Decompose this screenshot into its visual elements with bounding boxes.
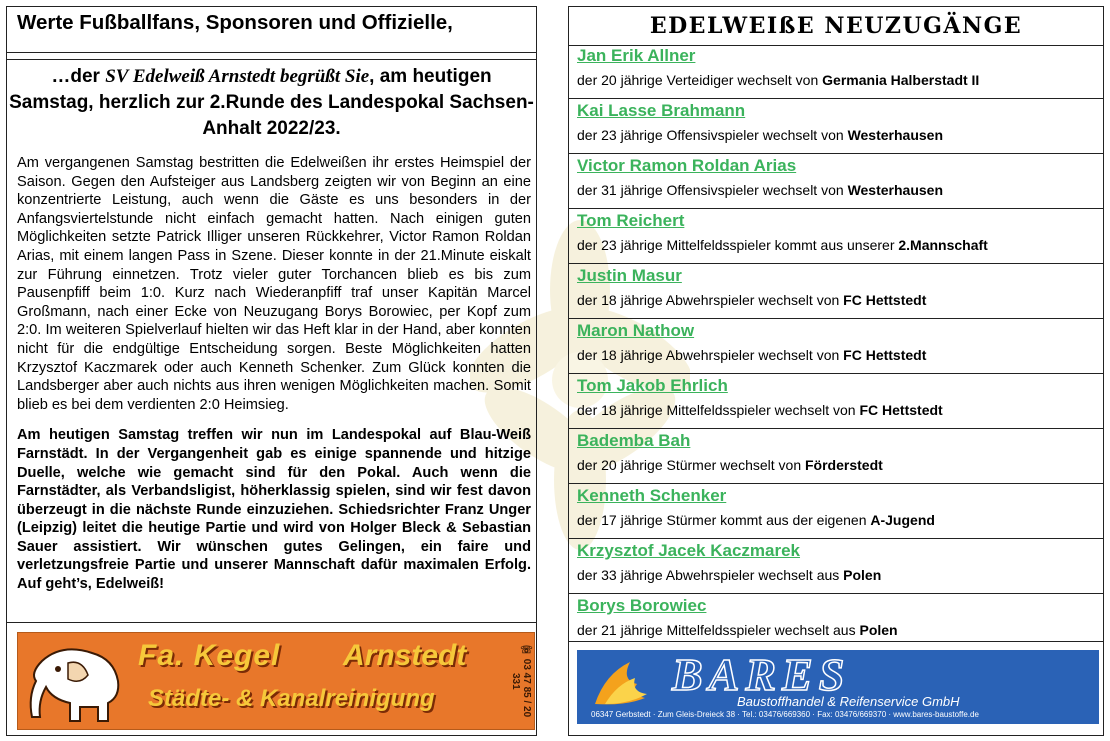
- list-item: [569, 45, 1103, 100]
- list-item: [569, 485, 1103, 540]
- divider: [569, 208, 1103, 209]
- transfer-text: der 18 jährige Abwehrspieler wechselt von: [577, 292, 844, 308]
- player-name[interactable]: Justin Masur: [577, 266, 682, 285]
- player-transfer-info: [577, 620, 898, 640]
- sponsor-banner-bares[interactable]: [577, 650, 1099, 724]
- divider: [569, 593, 1103, 594]
- player-transfer-info: [577, 180, 943, 200]
- welcome-greets: begrüßt Sie: [275, 66, 370, 87]
- player-name[interactable]: Victor Ramon Roldan Arias: [577, 156, 797, 175]
- divider: [569, 263, 1103, 264]
- divider: [569, 373, 1103, 374]
- transfer-text: der 23 jährige Offensivspieler wechselt von: [577, 127, 848, 143]
- list-item: [569, 320, 1103, 375]
- transfer-text: der 17 jährige Stürmer kommt aus der eigenen: [577, 512, 871, 528]
- previous-club: Germania Halberstadt II: [822, 72, 980, 88]
- new-signings-panel: [568, 6, 1104, 736]
- divider: [569, 641, 1103, 642]
- bares-subtitle: Baustoffhandel & Reifenservice GmbH: [737, 694, 960, 709]
- list-item: [569, 540, 1103, 595]
- list-item: [569, 155, 1103, 210]
- transfer-text: der 20 jährige Stürmer wechselt von: [577, 457, 805, 473]
- greeting-panel: [6, 6, 537, 736]
- player-name[interactable]: Krzysztof Jacek Kaczmarek: [577, 541, 801, 560]
- player-transfer-info: [577, 565, 881, 585]
- kegel-city: Arnstedt: [343, 639, 467, 672]
- list-item: [569, 375, 1103, 430]
- list-item: [569, 430, 1103, 485]
- player-name[interactable]: Kenneth Schenker: [577, 486, 727, 505]
- signings-title: EDELWEIßE NEUZUGÄNGE: [569, 7, 1103, 46]
- player-transfer-info: [577, 290, 926, 310]
- signings-list: [569, 45, 1103, 650]
- player-name[interactable]: Kai Lasse Brahmann: [577, 101, 746, 120]
- previous-club: A-Jugend: [870, 512, 935, 528]
- previous-club: FC Hettstedt: [843, 347, 927, 363]
- player-transfer-info: [577, 235, 988, 255]
- player-transfer-info: [577, 400, 943, 420]
- transfer-text: der 23 jährige Mittelfeldsspieler kommt aus unserer: [577, 237, 899, 253]
- welcome-heading: [7, 59, 536, 142]
- welcome-rest: , am heutigen Samstag, herzlich zur 2.Runde des Landespokal Sachsen-Anhalt 2022/23.: [9, 66, 534, 139]
- transfer-text: der 20 jährige Verteidiger wechselt von: [577, 72, 823, 88]
- player-transfer-info: [577, 510, 935, 530]
- kegel-service: Städte- & Kanalreinigung: [148, 685, 435, 712]
- elephant-icon: [22, 641, 132, 725]
- list-item: [569, 265, 1103, 320]
- player-name[interactable]: Maron Nathow: [577, 321, 695, 340]
- list-item: [569, 210, 1103, 265]
- previous-club: Polen: [843, 567, 882, 583]
- divider: [569, 483, 1103, 484]
- club-name: SV Edelweiß Arnstedt: [105, 66, 276, 87]
- kegel-phone: ☏ 03 47 85 / 20 331: [510, 644, 532, 718]
- previous-club: FC Hettstedt: [843, 292, 927, 308]
- divider: [7, 622, 536, 623]
- previous-club: Westerhausen: [847, 182, 944, 198]
- player-transfer-info: [577, 70, 979, 90]
- welcome-prefix: …der: [51, 66, 106, 87]
- divider: [569, 538, 1103, 539]
- divider: [569, 98, 1103, 99]
- flame-icon: [585, 654, 675, 710]
- greeting-title: Werte Fußballfans, Sponsoren und Offizielle,: [7, 7, 536, 53]
- player-name[interactable]: Borys Borowiec: [577, 596, 707, 615]
- bares-company-name: BARES: [672, 650, 851, 700]
- list-item: [569, 100, 1103, 155]
- player-name[interactable]: Tom Reichert: [577, 211, 685, 230]
- sponsor-banner-kegel[interactable]: [17, 632, 535, 730]
- player-transfer-info: [577, 345, 926, 365]
- report-paragraph: Am vergangenen Samstag bestritten die Edelweißen ihr erstes Heimspiel der Saison. Gegen den Aufsteiger aus Landsberg zeigten wir von Beginn an eine konzentrierte Leistung, auch wenn die Gäste es uns besonders in der Anfangsviertelstunde nicht einfach gemacht hatten. Nach einigen guten Möglichkeiten setzte Patrick Illiger unseren Rückkehrer, Victor Ramon Roldan Arias, mit einem langen Pass in Szene. Dieser konnte in der 21.Minute eiskalt zur Führung einnetzen. Trotz vieler guter Torchancen blieb es bis zum Pausenpfiff beim 1:0. Kurz nach Wiederanpfiff traf unser Kapitän Marcel Großmann, nach einer Ecke von Neuzugang Borys Borowiec, per Kopf zum 2:0. Im weiteren Spielverlauf hielten wir das Heft klar in der Hand, aber konnten nicht für die endgültige Entscheidung sorgen. Beste Möglichkeiten hatten Krzysztof Kaczmarek oder auch Kenneth Schenker. Zum Glück konnten die Landsberger aber auch nichts aus ihren wenigen Möglichkeiten machen. Somit blieb es bei dem verdienten 2:0 Heimsieg.: [17, 155, 531, 413]
- player-transfer-info: [577, 125, 943, 145]
- previous-club: Westerhausen: [847, 127, 944, 143]
- kegel-company-name: Fa. Kegel: [138, 639, 281, 672]
- player-name[interactable]: Bademba Bah: [577, 431, 691, 450]
- previous-club: Förderstedt: [805, 457, 883, 473]
- previous-club: 2.Mannschaft: [898, 237, 988, 253]
- transfer-text: der 18 jährige Abwehrspieler wechselt von: [577, 347, 844, 363]
- transfer-text: der 18 jährige Mittelfeldsspieler wechselt von: [577, 402, 860, 418]
- divider: [569, 428, 1103, 429]
- match-report: [17, 154, 531, 594]
- player-name[interactable]: Jan Erik Allner: [577, 46, 696, 65]
- transfer-text: der 21 jährige Mittelfeldsspieler wechselt aus: [577, 622, 860, 638]
- divider: [569, 318, 1103, 319]
- player-name[interactable]: Tom Jakob Ehrlich: [577, 376, 728, 395]
- player-transfer-info: [577, 455, 883, 475]
- preview-paragraph: Am heutigen Samstag treffen wir nun im Landespokal auf Blau-Weiß Farnstädt. In der Vergangenheit gab es einige spannende und hitzige Duelle, welche wie gemacht sind für den Pokal. Auch wenn die Farnstädter, als Verbandsligist, höherklassig spielen, sind wir fest davon überzeugt in die nächste Runde einzuziehen. Schiedsrichter Franz Unger (Leipzig) leitet die heutige Partie und wird von Holger Bleck & Sebastian Sauer assistiert. Wir wünschen gutes Gelingen, ein faire und verletzungsfreie Partie und unserer Mannschaft dafür maximalen Erfolg. Auf geht’s, Edelweiß!: [17, 427, 531, 593]
- bares-address: 06347 Gerbstedt · Zum Gleis-Dreieck 38 · Tel.: 03476/669360 · Fax: 03476/669370 · www.bares-baustoffe.de: [591, 710, 979, 719]
- transfer-text: der 31 jährige Offensivspieler wechselt von: [577, 182, 848, 198]
- previous-club: Polen: [859, 622, 898, 638]
- transfer-text: der 33 jährige Abwehrspieler wechselt aus: [577, 567, 844, 583]
- previous-club: FC Hettstedt: [859, 402, 943, 418]
- divider: [569, 153, 1103, 154]
